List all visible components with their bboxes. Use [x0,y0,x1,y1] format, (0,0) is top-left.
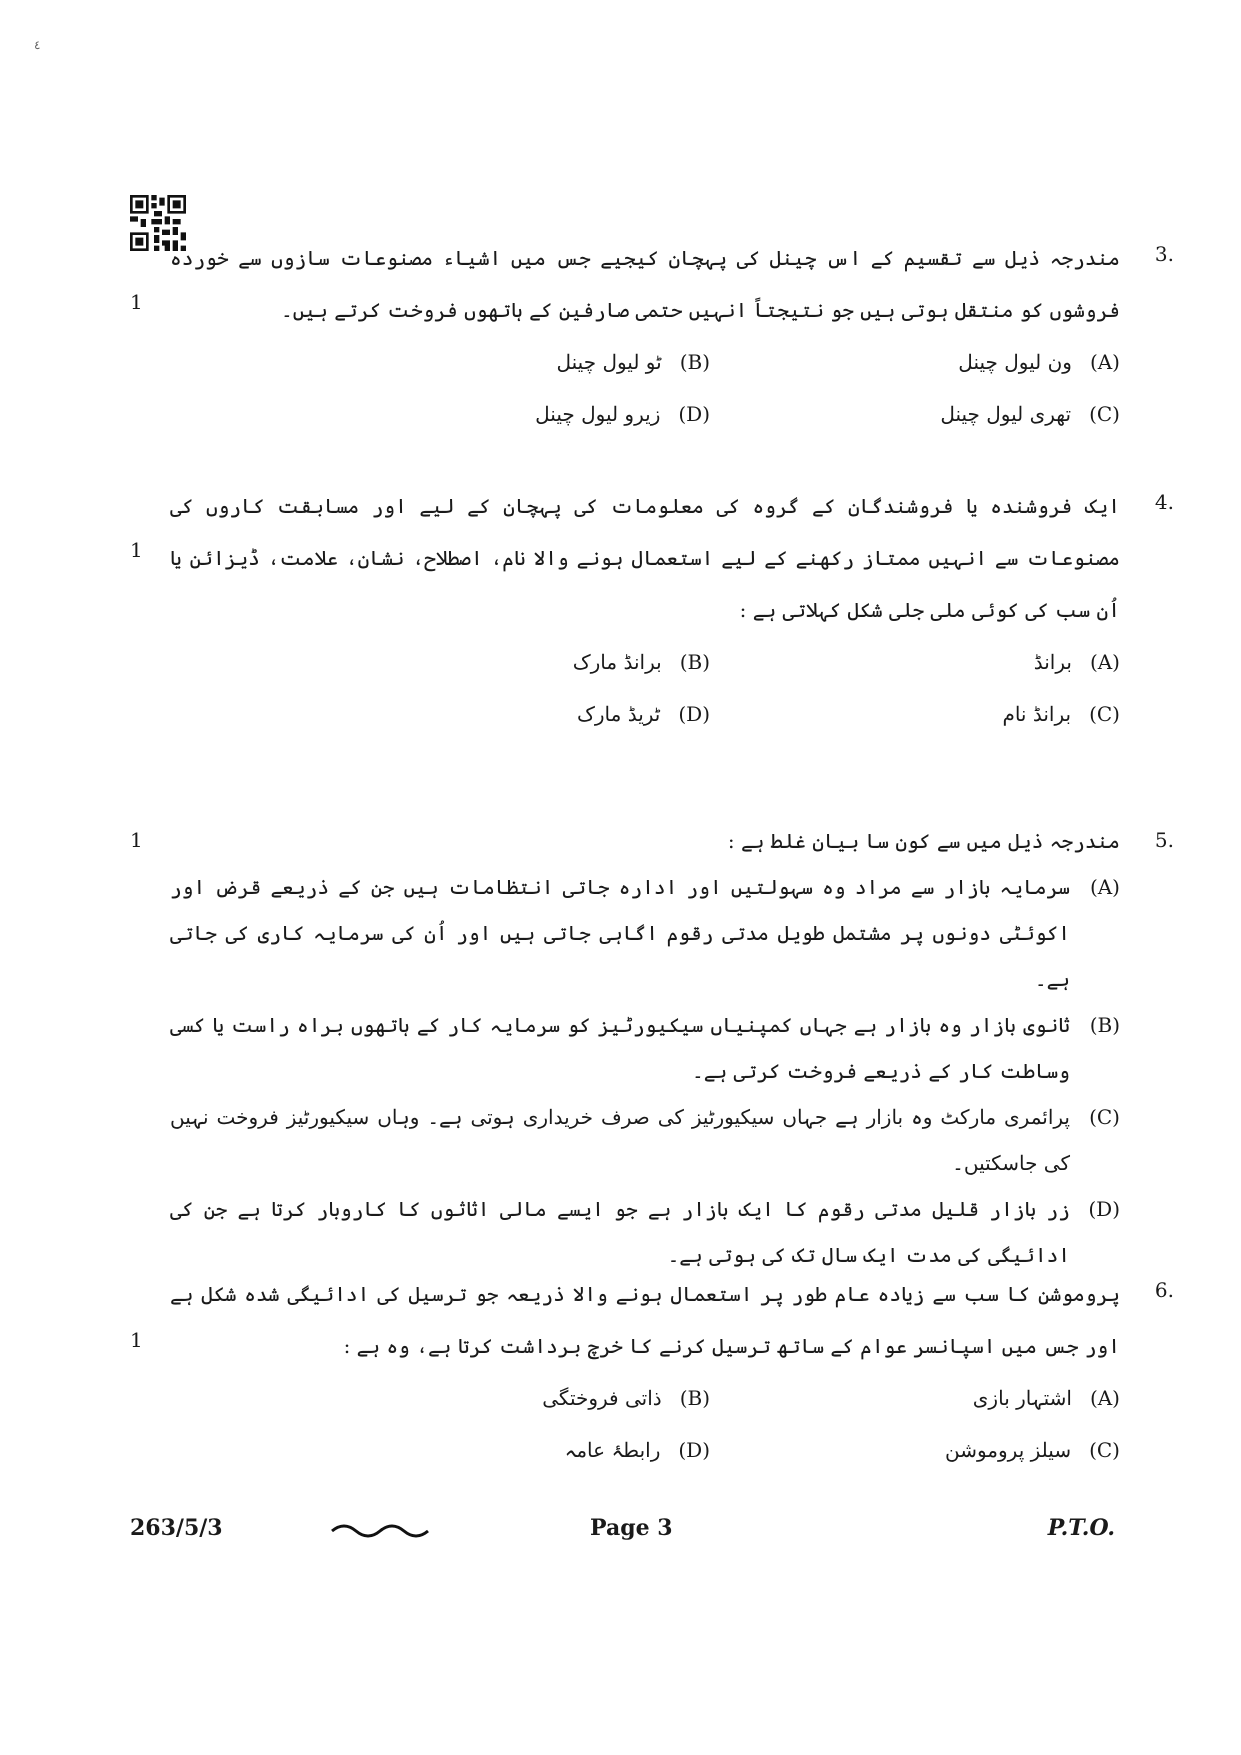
question-3-option-d: (D)زیرو لیول چینل [535,402,710,426]
paper-code: 263/5/3 [130,1515,223,1541]
question-4 [170,480,1174,746]
question-3-option-b: (B)ٹو لیول چینل [556,350,710,374]
question-4-stem: ایک فروشندہ یا فروشندگان کے گروہ کی معلومات کی پہچان کے لیے اور مسابقت کاروں کی مصنوعات سے انہیں ممتاز رکھنے کے لیے استعمال ہونے والا نام، اصطلاح، نشان، علامت، ڈیزائن یا اُن سب کی کوئی ملی جلی شکل کہلاتی ہے : [170,494,1120,622]
question-4-marks: 1 [130,538,143,562]
question-4-option-c: (C)برانڈ نام [1002,702,1120,726]
question-5-option-b: (B) ثانوی بازار وہ بازار ہے جہاں کمپنیاں سیکیورٹیز کو سرمایہ کار کے ہاتھوں براہ راست یا کسی وساطت کار کے ذریعے فروخت کرتی ہے۔ [170,1013,1120,1083]
question-3-options [170,336,1120,446]
question-4-option-d: (D)ٹریڈ مارک [576,702,710,726]
corner-mark: ٤ [34,38,41,52]
question-5-option-d: (D) زر بازار قلیل مدتی رقوم کا ایک بازار ہے جو ایسے مالی اثاثوں کا کاروبار کرتا ہے جن کی ادائیگی کی مدت ایک سال تک کی ہوتی ہے۔ [170,1197,1120,1267]
question-6 [170,1268,1174,1482]
squiggle-divider-icon [330,1519,430,1539]
question-6-marks: 1 [130,1328,143,1352]
question-6-option-a: (A)اشتہار بازی [972,1386,1120,1410]
question-6-number: 6. [1154,1278,1174,1302]
question-6-option-c: (C)سیلز پروموشن [944,1438,1120,1462]
pto-label: P.T.O. [1047,1515,1115,1541]
question-5-option-a: (A) سرمایہ بازار سے مراد وہ سہولتیں اور ادارہ جاتی انتظامات ہیں جن کے ذریعے قرض اور اکوئٹی دونوں پر مشتمل طویل مدتی رقوم اگاہی جاتی ہیں اور اُن کی سرمایہ کاری کی جاتی ہے۔ [170,875,1120,991]
question-4-option-b: (B)برانڈ مارک [572,650,710,674]
question-3-option-c: (C)تھری لیول چینل [940,402,1120,426]
question-4-option-a: (A)برانڈ [1033,650,1120,674]
question-4-options [170,636,1120,746]
question-6-option-b: (B)ذاتی فروختگی [542,1386,710,1410]
page-footer [130,1515,1115,1555]
question-6-stem: پروموشن کا سب سے زیادہ عام طور پر استعمال ہونے والا ذریعہ جو ترسیل کی ادائیگی شدہ شکل ہے اور جس میں اسپانسر عوام کے ساتھ ترسیل کرنے کا خرچ برداشت کرتا ہے، وہ ہے : [170,1282,1120,1358]
question-6-option-d: (D)رابطۂ عامہ [564,1438,710,1462]
question-3-stem: مندرجہ ذیل سے تقسیم کے اس چینل کی پہچان کیجیے جس میں اشیاء مصنوعات سازوں سے خوردہ فروشوں کو منتقل ہوتی ہیں جو نتیجتاً انہیں حتمی صارفین کے ہاتھوں فروخت کرتے ہیں۔ [170,246,1120,322]
question-5-option-c: (C) پرائمری مارکٹ وہ بازار ہے جہاں سیکیورٹیز کی صرف خریداری ہوتی ہے۔ وہاں سیکیورٹیز فروخت نہیں کی جاسکتیں۔ [170,1105,1120,1175]
question-3-option-a: (A)ون لیول چینل [958,350,1120,374]
page-number: Page 3 [590,1515,673,1541]
question-5-stem: مندرجہ ذیل میں سے کون سا بیان غلط ہے : [727,829,1120,853]
question-3-number: 3. [1154,242,1174,266]
question-3 [170,232,1174,446]
question-5 [170,818,1174,1278]
question-6-options [170,1372,1120,1482]
question-4-number: 4. [1154,490,1174,514]
question-5-number: 5. [1154,828,1174,852]
question-3-marks: 1 [130,290,143,314]
question-5-marks: 1 [130,828,143,852]
